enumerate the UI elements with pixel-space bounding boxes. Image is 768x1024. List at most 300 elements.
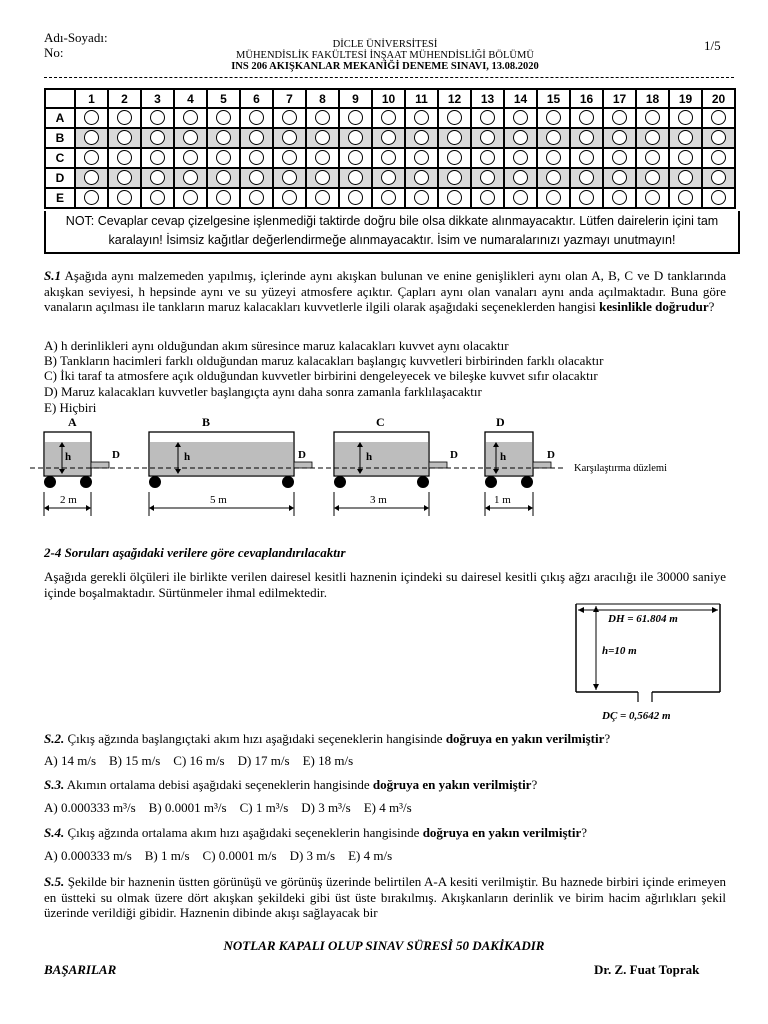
grid-column-header: 18 <box>636 89 669 108</box>
answer-bubble[interactable] <box>480 110 495 125</box>
answer-cell <box>240 148 273 168</box>
answer-cell <box>570 168 603 188</box>
grid-column-header: 2 <box>108 89 141 108</box>
answer-bubble[interactable] <box>612 170 627 185</box>
q1-option-e[interactable]: E) Hiçbiri <box>44 400 97 415</box>
answer-bubble[interactable] <box>315 190 330 205</box>
question-2-emphasis: doğruya en yakın verilmiştir <box>445 731 605 746</box>
q2-option-c[interactable]: C) 16 m/s <box>173 753 225 768</box>
q3-option-c[interactable]: C) 1 m³/s <box>239 800 289 815</box>
answer-cell <box>174 148 207 168</box>
grid-column-header: 16 <box>570 89 603 108</box>
answer-cell <box>438 128 471 148</box>
tank-a-label: A <box>68 415 77 429</box>
answer-cell <box>273 148 306 168</box>
answer-bubble[interactable] <box>84 110 99 125</box>
answer-cell <box>207 168 240 188</box>
answer-cell <box>471 148 504 168</box>
reservoir-diameter: DH = 61.804 m <box>608 613 678 625</box>
q1-option-b[interactable]: B) Tankların hacimleri farklı olduğundan maruz kalacakları başlangıç kuvvetleri birbirinden farklı olacaktır <box>44 353 604 368</box>
tank-c <box>334 432 458 516</box>
answer-bubble[interactable] <box>612 150 627 165</box>
answer-cell <box>174 128 207 148</box>
answer-bubble[interactable] <box>513 150 528 165</box>
question-2 <box>44 731 726 747</box>
answer-bubble[interactable] <box>117 150 132 165</box>
answer-cell <box>108 128 141 148</box>
grid-column-header: 20 <box>702 89 735 108</box>
answer-bubble[interactable] <box>150 130 165 145</box>
tank-a <box>44 432 120 516</box>
answer-bubble[interactable] <box>645 150 660 165</box>
number-label: No: <box>44 45 64 60</box>
tank-b-valve: D <box>298 449 306 461</box>
grid-corner <box>45 89 75 108</box>
answer-bubble[interactable] <box>546 150 561 165</box>
answer-cell <box>537 168 570 188</box>
question-5 <box>44 874 726 921</box>
answer-cell <box>306 168 339 188</box>
answer-cell <box>603 188 636 208</box>
section-2-4-text: Aşağıda gerekli ölçüleri ile birlikte verilen dairesel kesitli haznenin içindeki su dairesel kesitli çıkış ağzı aracılığı ile 30000 saniye içinde boşalmaktadır. Sürtünmeler ihmal edilmektedir. <box>44 569 726 600</box>
answer-cell <box>174 168 207 188</box>
answer-cell <box>339 168 372 188</box>
answer-bubble[interactable] <box>216 190 231 205</box>
answer-bubble[interactable] <box>216 150 231 165</box>
tank-b-width: 5 m <box>210 494 227 506</box>
answer-cell <box>504 168 537 188</box>
grid-column-header: 14 <box>504 89 537 108</box>
answer-bubble[interactable] <box>579 150 594 165</box>
answer-bubble[interactable] <box>513 190 528 205</box>
outlet-diameter: DÇ = 0,5642 m <box>602 710 671 722</box>
footer-notice: NOTLAR KAPALI OLUP SINAV SÜRESİ 50 DAKİKADIR <box>223 938 545 953</box>
answer-cell <box>141 148 174 168</box>
answer-bubble[interactable] <box>315 170 330 185</box>
question-4-end: ? <box>581 825 588 840</box>
answer-bubble[interactable] <box>414 170 429 185</box>
grid-column-header: 12 <box>438 89 471 108</box>
answer-cell <box>537 148 570 168</box>
answer-cell <box>405 148 438 168</box>
answer-bubble[interactable] <box>447 130 462 145</box>
question-3-end: ? <box>531 777 538 792</box>
tank-a-h: h <box>65 451 72 463</box>
answer-bubble[interactable] <box>315 110 330 125</box>
answer-bubble[interactable] <box>645 170 660 185</box>
answer-cell <box>75 108 108 128</box>
answer-bubble[interactable] <box>645 190 660 205</box>
grid-column-header: 13 <box>471 89 504 108</box>
answer-cell <box>537 108 570 128</box>
answer-cell <box>669 188 702 208</box>
answer-cell <box>702 188 735 208</box>
answer-bubble[interactable] <box>711 190 726 205</box>
answer-cell <box>438 148 471 168</box>
tanks-figure <box>30 412 730 527</box>
tank-b <box>149 432 312 516</box>
question-1-number: S.1 <box>44 268 61 283</box>
answer-bubble[interactable] <box>348 130 363 145</box>
answer-cell <box>240 188 273 208</box>
q2-option-a[interactable]: A) 14 m/s <box>44 753 96 768</box>
question-1-emphasis: kesinlikle doğrudur <box>599 299 709 314</box>
question-2-number: S.2. <box>44 731 65 746</box>
answer-cell <box>504 188 537 208</box>
answer-bubble[interactable] <box>480 130 495 145</box>
q3-options <box>44 800 412 816</box>
answer-bubble[interactable] <box>612 190 627 205</box>
question-3-emphasis: doğruya en yakın verilmiştir <box>372 777 532 792</box>
grid-column-header: 3 <box>141 89 174 108</box>
answer-cell <box>372 188 405 208</box>
grid-row-label: D <box>45 168 75 188</box>
tank-d <box>485 432 555 516</box>
answer-bubble[interactable] <box>678 110 693 125</box>
answer-bubble[interactable] <box>414 150 429 165</box>
answer-cell <box>669 148 702 168</box>
answer-cell <box>636 128 669 148</box>
question-2-end: ? <box>604 731 611 746</box>
answer-cell <box>570 188 603 208</box>
answer-bubble[interactable] <box>348 110 363 125</box>
answer-bubble[interactable] <box>84 130 99 145</box>
grid-row-d <box>45 168 735 188</box>
answer-cell <box>438 168 471 188</box>
answer-cell <box>141 128 174 148</box>
answer-cell <box>174 108 207 128</box>
q2-options <box>44 753 353 769</box>
question-3-number: S.3. <box>44 777 65 792</box>
answer-cell <box>636 148 669 168</box>
tank-c-valve: D <box>450 449 458 461</box>
header-divider <box>44 77 734 78</box>
answer-bubble[interactable] <box>117 190 132 205</box>
answer-bubble[interactable] <box>348 190 363 205</box>
answer-bubble[interactable] <box>183 130 198 145</box>
answer-bubble[interactable] <box>579 190 594 205</box>
answer-cell <box>537 188 570 208</box>
answer-cell <box>471 108 504 128</box>
question-4 <box>44 825 726 841</box>
answer-bubble[interactable] <box>645 110 660 125</box>
answer-bubble[interactable] <box>117 130 132 145</box>
grid-row-label: A <box>45 108 75 128</box>
question-4-emphasis: doğruya en yakın verilmiştir <box>422 825 582 840</box>
answer-bubble[interactable] <box>183 150 198 165</box>
answer-bubble[interactable] <box>315 150 330 165</box>
q2-option-e[interactable]: E) 18 m/s <box>302 753 354 768</box>
question-2-text: Çıkış ağzında başlangıçtaki akım hızı aşağıdaki seçeneklerin hangisinde <box>67 731 443 746</box>
answer-cell <box>702 128 735 148</box>
answer-cell <box>141 168 174 188</box>
answer-bubble[interactable] <box>216 170 231 185</box>
tank-b-label: B <box>202 415 211 429</box>
answer-bubble[interactable] <box>282 170 297 185</box>
answer-cell <box>75 128 108 148</box>
answer-bubble[interactable] <box>381 150 396 165</box>
answer-cell <box>306 148 339 168</box>
answer-cell <box>372 128 405 148</box>
tank-c-label: C <box>376 415 385 429</box>
answer-cell <box>75 188 108 208</box>
answer-cell <box>108 108 141 128</box>
grid-row-e <box>45 188 735 208</box>
answer-bubble[interactable] <box>216 110 231 125</box>
answer-bubble[interactable] <box>645 130 660 145</box>
answer-cell <box>372 108 405 128</box>
answer-bubble[interactable] <box>678 170 693 185</box>
answer-bubble[interactable] <box>447 110 462 125</box>
answer-cell <box>603 148 636 168</box>
q2-option-d[interactable]: D) 17 m/s <box>237 753 290 768</box>
answer-bubble[interactable] <box>579 130 594 145</box>
grid-column-header: 15 <box>537 89 570 108</box>
tank-d-label: D <box>496 415 505 429</box>
answer-bubble[interactable] <box>678 190 693 205</box>
department-name: MÜHENDİSLİK FAKÜLTESİ İNŞAAT MÜHENDİSLİĞİ BÖLÜMÜ <box>236 50 534 61</box>
answer-cell <box>273 108 306 128</box>
question-5-text: Şekilde bir haznenin üstten görünüşü ve görünüş üzerinde belirtilen A-A kesiti verilmiştir. Bu haznede birbiri içinde erimeyen en üstteki su olmak üzere dört akışkan şekildeki gibi üst üste bırakılmış. Akışkanların derinlik ve birim hacim ağırlıkları şekil üzerinde verildiği gibidir. Haznenin dibinde akışı sağlayacak bir <box>44 874 726 920</box>
grid-row-a <box>45 108 735 128</box>
answer-bubble[interactable] <box>711 150 726 165</box>
answer-bubble[interactable] <box>381 110 396 125</box>
answer-bubble[interactable] <box>480 190 495 205</box>
answer-cell <box>207 148 240 168</box>
grid-row-label: C <box>45 148 75 168</box>
grid-column-header: 9 <box>339 89 372 108</box>
answer-cell <box>339 108 372 128</box>
answer-cell <box>438 108 471 128</box>
answer-cell <box>504 148 537 168</box>
answer-cell <box>174 188 207 208</box>
answer-bubble[interactable] <box>513 110 528 125</box>
answer-cell <box>75 168 108 188</box>
q4-option-d[interactable]: D) 3 m/s <box>289 848 336 863</box>
answer-bubble[interactable] <box>612 110 627 125</box>
q3-option-a[interactable]: A) 0.000333 m³/s <box>44 800 136 815</box>
answer-bubble[interactable] <box>249 190 264 205</box>
tank-c-h: h <box>366 451 373 463</box>
tank-a-width: 2 m <box>60 494 77 506</box>
page-number: 1/5 <box>704 38 721 53</box>
tank-d-valve: D <box>547 449 555 461</box>
answer-cell <box>141 108 174 128</box>
grid-note: NOT: Cevaplar cevap çizelgesine işlenmediği taktirde doğru bile olsa dikkate alınmayacaktır. Lütfen dairelerin içini tam karalayın! İsimsiz kağıtlar değerlendirmeğe alınmayacaktır. İsim ve numaralarınızı yazmayı unutmayın! <box>44 211 740 254</box>
answer-bubble[interactable] <box>513 170 528 185</box>
answer-bubble[interactable] <box>150 190 165 205</box>
grid-column-header: 17 <box>603 89 636 108</box>
grid-column-header: 10 <box>372 89 405 108</box>
answer-grid <box>44 88 736 209</box>
answer-cell <box>339 188 372 208</box>
answer-cell <box>405 168 438 188</box>
question-4-text: Çıkış ağzında ortalama akım hızı aşağıdaki seçeneklerin hangisinde <box>67 825 420 840</box>
answer-cell <box>570 148 603 168</box>
answer-bubble[interactable] <box>183 170 198 185</box>
answer-cell <box>306 188 339 208</box>
answer-cell <box>240 128 273 148</box>
answer-cell <box>603 168 636 188</box>
answer-cell <box>240 168 273 188</box>
answer-cell <box>306 108 339 128</box>
answer-bubble[interactable] <box>381 130 396 145</box>
answer-bubble[interactable] <box>711 130 726 145</box>
answer-cell <box>207 188 240 208</box>
answer-cell <box>273 168 306 188</box>
answer-bubble[interactable] <box>117 170 132 185</box>
answer-cell <box>471 188 504 208</box>
answer-cell <box>471 168 504 188</box>
answer-cell <box>669 128 702 148</box>
answer-bubble[interactable] <box>546 190 561 205</box>
grid-column-header: 5 <box>207 89 240 108</box>
answer-cell <box>339 148 372 168</box>
q4-option-e[interactable]: E) 4 m/s <box>348 848 393 863</box>
question-1-text: Aşağıda aynı malzemeden yapılmış, içlerinde aynı akışkan bulunan ve enine genişlikleri aynı olan A, B, C ve D tanklarında akışkan seviyesi, h hepsinde aynı ve su yüzeyi atmosfere açıktır. Çapları aynı olan vanaları aynı anda açılmaktadır. Buna göre vanaların açılması ile tankların maruz kalacakları kuvvetlerle ilgili olarak aşağıdaki seçeneklerden hangisi <box>44 268 726 314</box>
answer-bubble[interactable] <box>579 110 594 125</box>
answer-bubble[interactable] <box>282 130 297 145</box>
exam-title: INS 206 AKIŞKANLAR MEKANİĞİ DENEME SINAVI, 13.08.2020 <box>231 61 539 72</box>
answer-cell <box>603 128 636 148</box>
answer-bubble[interactable] <box>183 110 198 125</box>
university-name: DİCLE ÜNİVERSİTESİ <box>332 39 438 50</box>
q4-option-a[interactable]: A) 0.000333 m/s <box>44 848 132 863</box>
q1-option-c[interactable]: C) İki taraf ta atmosfere açık olduğundan kuvvetler birbirini dengeleyecek ve bileşke kuvvet sıfır olacaktır <box>44 368 598 383</box>
q3-option-b[interactable]: B) 0.0001 m³/s <box>148 800 227 815</box>
answer-bubble[interactable] <box>447 150 462 165</box>
answer-bubble[interactable] <box>249 110 264 125</box>
answer-bubble[interactable] <box>480 150 495 165</box>
answer-bubble[interactable] <box>579 170 594 185</box>
reservoir-height: h=10 m <box>602 645 637 657</box>
section-2-4-title: 2-4 Soruları aşağıdaki verilere göre cevaplandırılacaktır <box>44 545 346 560</box>
answer-bubble[interactable] <box>447 170 462 185</box>
answer-bubble[interactable] <box>447 190 462 205</box>
answer-bubble[interactable] <box>150 150 165 165</box>
tank-a-valve: D <box>112 449 120 461</box>
answer-bubble[interactable] <box>249 170 264 185</box>
answer-bubble[interactable] <box>282 150 297 165</box>
answer-cell <box>207 128 240 148</box>
answer-bubble[interactable] <box>414 190 429 205</box>
answer-cell <box>405 128 438 148</box>
q3-option-d[interactable]: D) 3 m³/s <box>301 800 351 815</box>
q3-option-e[interactable]: E) 4 m³/s <box>363 800 412 815</box>
answer-bubble[interactable] <box>381 190 396 205</box>
grid-column-header: 19 <box>669 89 702 108</box>
answer-bubble[interactable] <box>414 110 429 125</box>
answer-cell <box>603 108 636 128</box>
answer-bubble[interactable] <box>249 150 264 165</box>
answer-bubble[interactable] <box>282 110 297 125</box>
question-3 <box>44 777 726 793</box>
answer-bubble[interactable] <box>216 130 231 145</box>
answer-bubble[interactable] <box>150 170 165 185</box>
answer-cell <box>306 128 339 148</box>
answer-bubble[interactable] <box>513 130 528 145</box>
grid-header-row <box>45 89 735 108</box>
grid-row-b <box>45 128 735 148</box>
answer-cell <box>636 108 669 128</box>
q2-option-b[interactable]: B) 15 m/s <box>109 753 161 768</box>
answer-bubble[interactable] <box>282 190 297 205</box>
answer-cell <box>405 188 438 208</box>
answer-bubble[interactable] <box>84 190 99 205</box>
q4-option-b[interactable]: B) 1 m/s <box>144 848 190 863</box>
answer-bubble[interactable] <box>678 150 693 165</box>
q4-options <box>44 848 392 864</box>
grid-column-header: 1 <box>75 89 108 108</box>
answer-bubble[interactable] <box>183 190 198 205</box>
answer-bubble[interactable] <box>612 130 627 145</box>
answer-bubble[interactable] <box>414 130 429 145</box>
answer-cell <box>504 128 537 148</box>
answer-bubble[interactable] <box>546 110 561 125</box>
answer-cell <box>141 188 174 208</box>
answer-bubble[interactable] <box>678 130 693 145</box>
grid-row-c <box>45 148 735 168</box>
datum-label: Karşılaştırma düzlemi <box>574 463 668 474</box>
name-label: Adı-Soyadı: <box>44 30 108 45</box>
answer-bubble[interactable] <box>546 170 561 185</box>
q4-option-c[interactable]: C) 0.0001 m/s <box>202 848 277 863</box>
answer-bubble[interactable] <box>315 130 330 145</box>
answer-bubble[interactable] <box>249 130 264 145</box>
q1-option-a[interactable]: A) h derinlikleri aynı olduğundan akım süresince maruz kalacakları kuvvet aynı olacaktır <box>44 338 509 353</box>
answer-cell <box>636 168 669 188</box>
question-5-number: S.5. <box>44 874 65 889</box>
answer-cell <box>570 128 603 148</box>
answer-bubble[interactable] <box>480 170 495 185</box>
grid-column-header: 11 <box>405 89 438 108</box>
answer-cell <box>471 128 504 148</box>
reservoir-figure <box>568 584 728 724</box>
answer-cell <box>108 168 141 188</box>
answer-cell <box>75 148 108 168</box>
answer-bubble[interactable] <box>381 170 396 185</box>
answer-bubble[interactable] <box>84 170 99 185</box>
question-3-text: Akımın ortalama debisi aşağıdaki seçeneklerin hangisinde <box>66 777 370 792</box>
q1-option-d[interactable]: D) Maruz kalacakları kuvvetler başlangıçta aynı daha sonra zamanla farklılaşacaktır <box>44 384 482 399</box>
question-4-number: S.4. <box>44 825 65 840</box>
answer-cell <box>669 108 702 128</box>
tank-b-h: h <box>184 451 191 463</box>
answer-bubble[interactable] <box>117 110 132 125</box>
answer-cell <box>339 128 372 148</box>
answer-cell <box>405 108 438 128</box>
answer-cell <box>240 108 273 128</box>
grid-row-label: B <box>45 128 75 148</box>
answer-bubble[interactable] <box>348 170 363 185</box>
answer-cell <box>669 168 702 188</box>
answer-bubble[interactable] <box>711 110 726 125</box>
answer-cell <box>273 128 306 148</box>
grid-column-header: 7 <box>273 89 306 108</box>
grid-row-label: E <box>45 188 75 208</box>
answer-bubble[interactable] <box>711 170 726 185</box>
grid-column-header: 4 <box>174 89 207 108</box>
answer-bubble[interactable] <box>348 150 363 165</box>
answer-cell <box>273 188 306 208</box>
answer-cell <box>372 168 405 188</box>
answer-bubble[interactable] <box>150 110 165 125</box>
answer-cell <box>537 128 570 148</box>
answer-cell <box>504 108 537 128</box>
answer-cell <box>108 188 141 208</box>
answer-bubble[interactable] <box>84 150 99 165</box>
answer-bubble[interactable] <box>546 130 561 145</box>
